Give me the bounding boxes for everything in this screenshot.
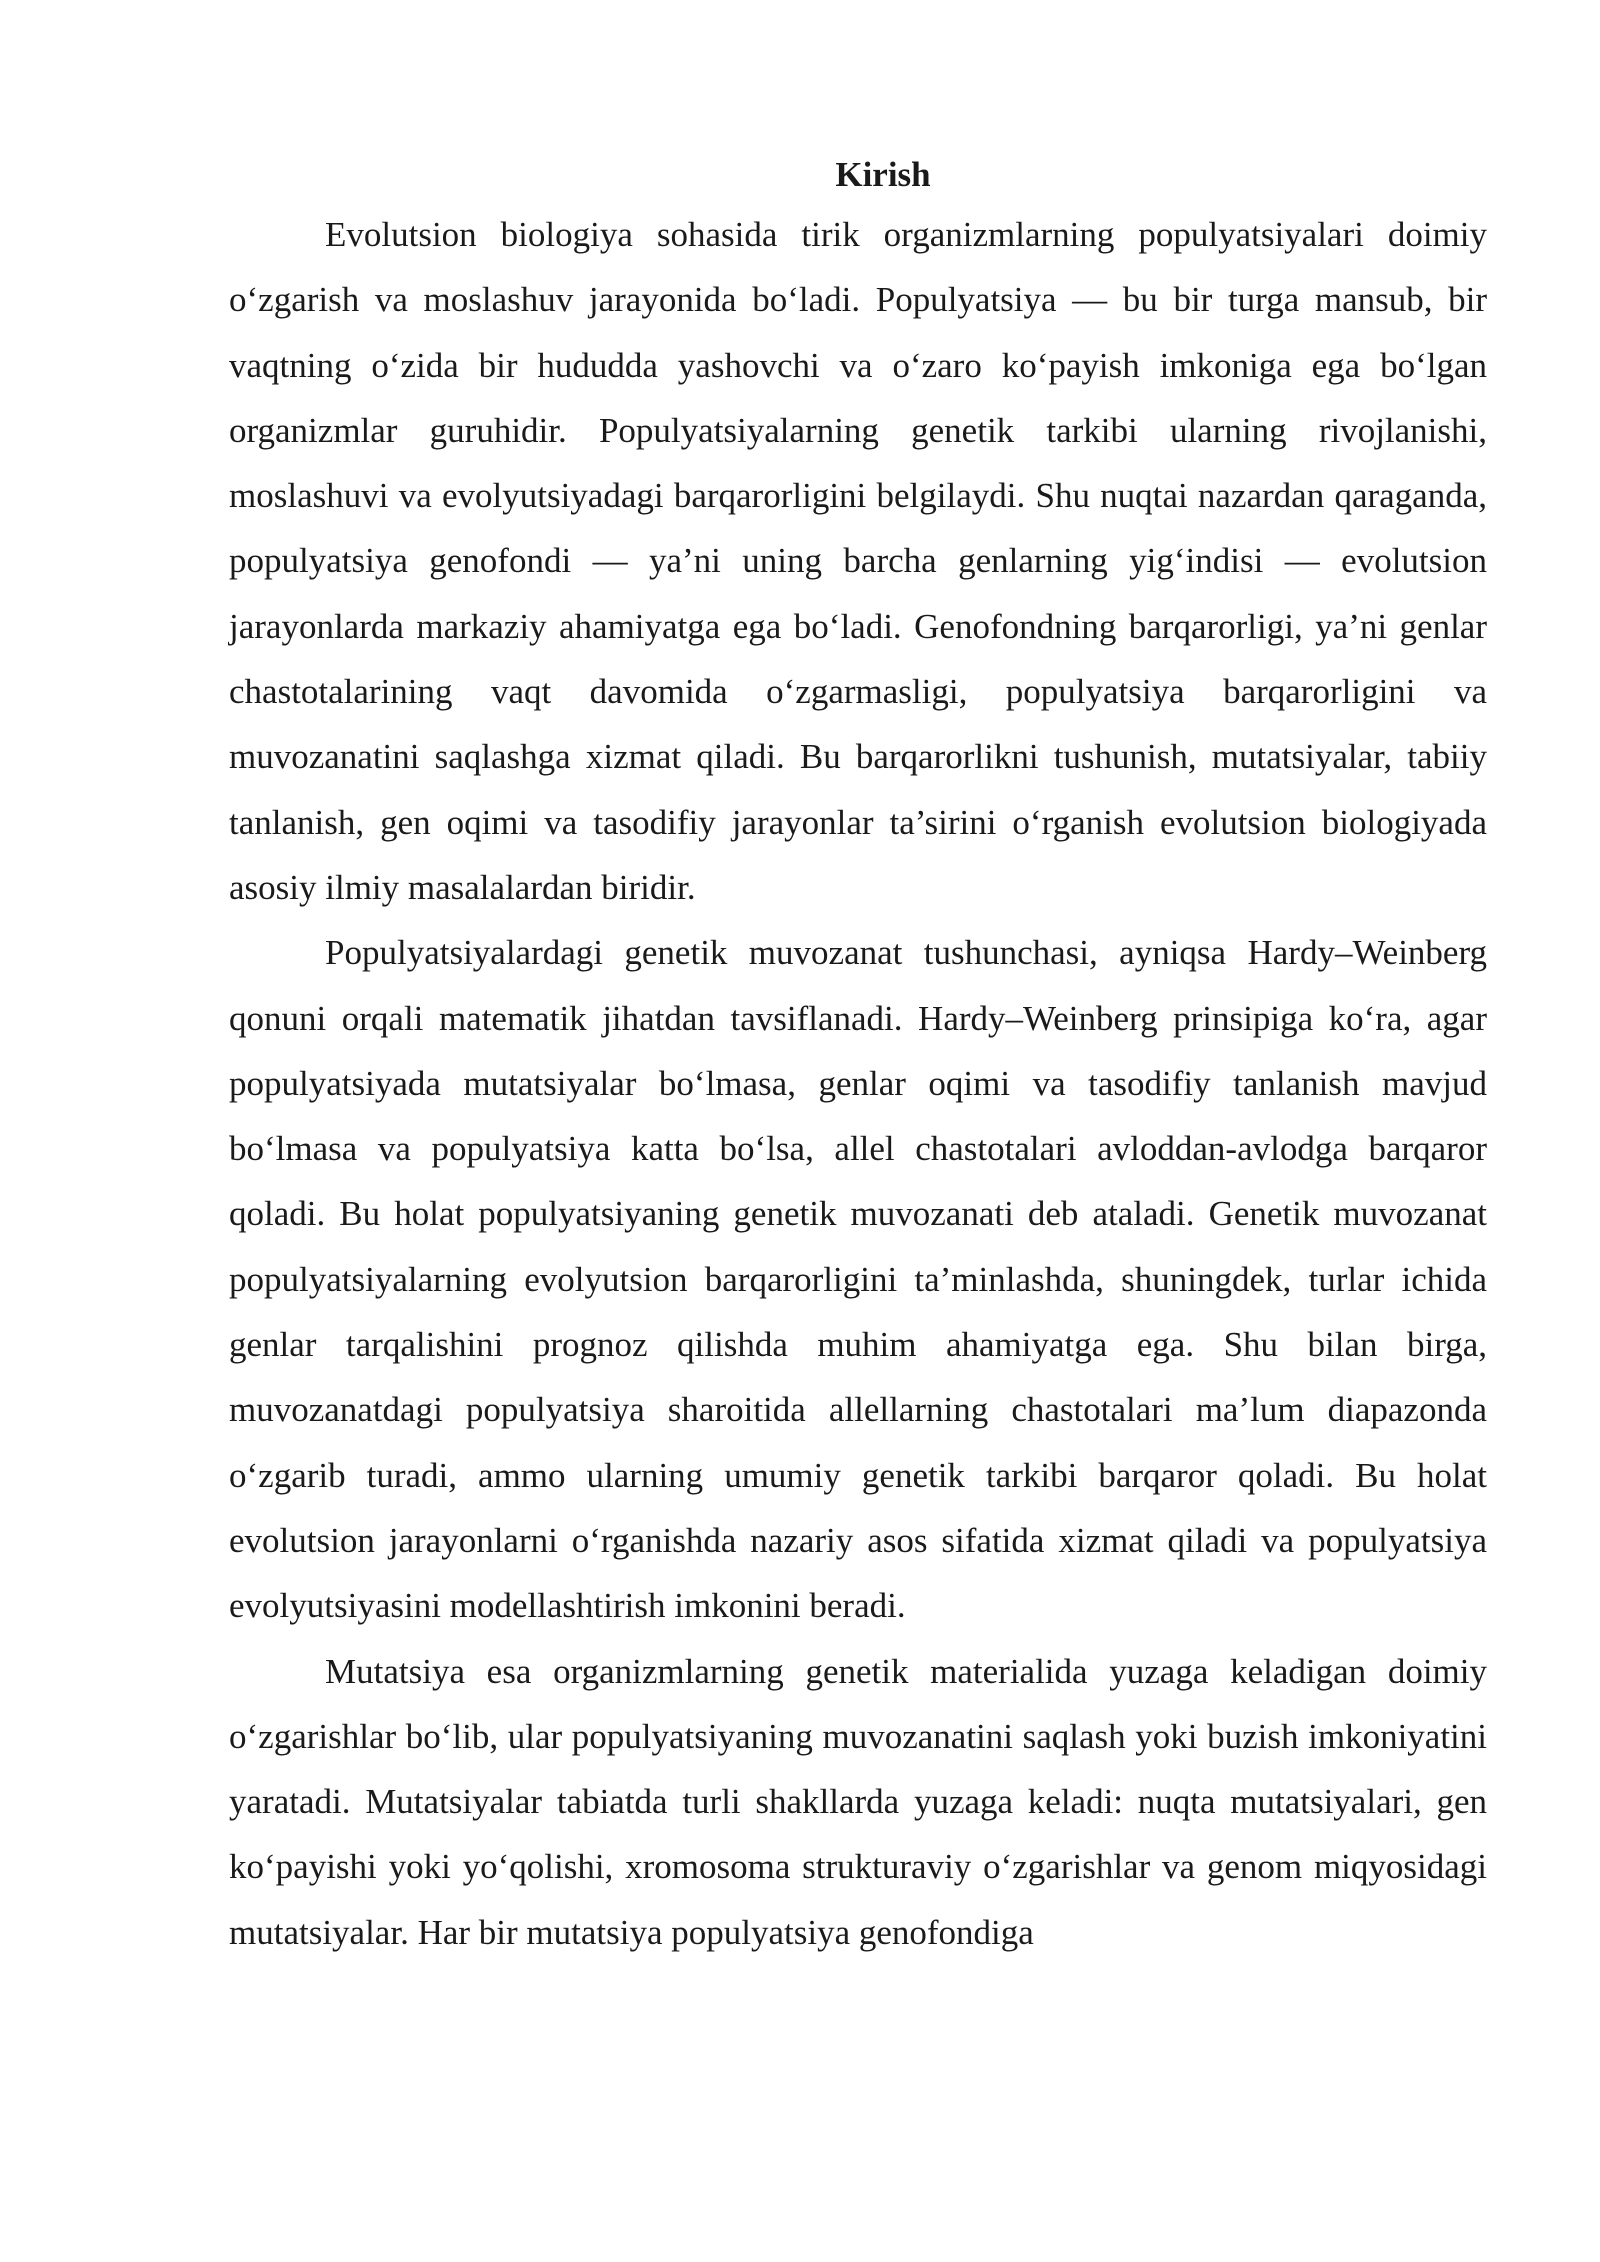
page-title: Kirish [835,155,931,194]
paragraph-1: Evolutsion biologiya sohasida tirik organizmlarning populyatsiyalari doimiy o‘zgarish va moslashuv jarayonida bo‘ladi. Populyatsiya — bu bir turga mansub, bir vaqtning o‘zida bir hududda yashovchi va o‘zaro ko‘payish imkoniga ega bo‘lgan organizmlar guruhidir. Populyatsiyalarning genetik tarkibi ularning rivojlanishi, moslashuvi va evolyutsiyadagi barqarorligini belgilaydi. Shu nuqtai nazardan qaraganda, populyatsiya genofondi — ya’ni uning barcha genlarning yig‘indisi — evolutsion jarayonlarda markaziy ahamiyatga ega bo‘ladi. Genofondning barqarorligi, ya’ni genlar chastotalarining vaqt davomida o‘zgarmasligi, populyatsiya barqarorligini va muvozanatini saqlashga xizmat qiladi. Bu barqarorlikni tushunish, mutatsiyalar, tabiiy tanlanish, gen oqimi va tasodifiy jarayonlar ta’sirini o‘rganish evolutsion biologiyada asosiy ilmiy masalalardan biridir. [229,215,1487,907]
document-body [229,148,1487,1965]
paragraph-3: Mutatsiya esa organizmlarning genetik materialida yuzaga keladigan doimiy o‘zgarishlar bo‘lib, ular populyatsiyaning muvozanatini saqlash yoki buzish imkoniyatini yaratadi. Mutatsiyalar tabiatda turli shakllarda yuzaga keladi: nuqta mutatsiyalari, gen ko‘payishi yoki yo‘qolishi, xromosoma strukturaviy o‘zgarishlar va genom miqyosidagi mutatsiyalar. Har bir mutatsiya populyatsiya genofondiga [229,1651,1487,1952]
paragraph-2: Populyatsiyalardagi genetik muvozanat tushunchasi, ayniqsa Hardy–Weinberg qonuni orqali matematik jihatdan tavsiflanadi. Hardy–Weinberg prinsipiga ko‘ra, agar populyatsiyada mutatsiyalar bo‘lmasa, genlar oqimi va tasodifiy tanlanish mavjud bo‘lmasa va populyatsiya katta bo‘lsa, allel chastotalari avloddan-avlodga barqaror qoladi. Bu holat populyatsiyaning genetik muvozanati deb ataladi. Genetik muvozanat populyatsiyalarning evolyutsion barqarorligini ta’minlashda, shuningdek, turlar ichida genlar tarqalishini prognoz qilishda muhim ahamiyatga ega. Shu bilan birga, muvozanatdagi populyatsiya sharoitida allellarning chastotalari ma’lum diapazonda o‘zgarib turadi, ammo ularning umumiy genetik tarkibi barqaror qoladi. Bu holat evolutsion jarayonlarni o‘rganishda nazariy asos sifatida xizmat qiladi va populyatsiya evolyutsiyasini modellashtirish imkonini beradi. [229,933,1487,1626]
